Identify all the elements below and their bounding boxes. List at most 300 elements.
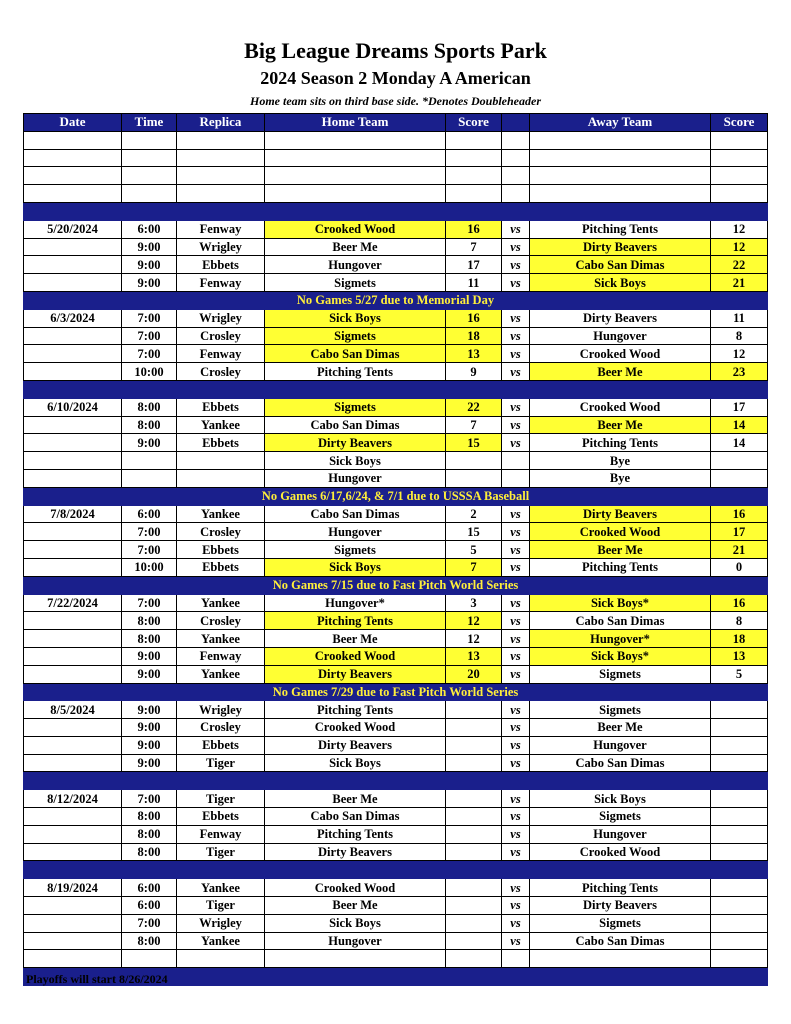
game-row (24, 701, 768, 719)
blank-row (24, 167, 768, 185)
home-team-cell: Dirty Beavers (265, 736, 446, 754)
away-team-cell: Crooked Wood (530, 843, 711, 861)
time-cell: 8:00 (122, 630, 177, 648)
away-team-cell: Cabo San Dimas (530, 932, 711, 950)
vs-cell: vs (502, 541, 530, 559)
home-team-cell: Beer Me (265, 238, 446, 256)
time-cell: 7:00 (122, 345, 177, 363)
game-row (24, 363, 768, 381)
away-score-cell (711, 754, 768, 772)
vs-cell: vs (502, 363, 530, 381)
away-score-cell: 14 (711, 434, 768, 452)
game-row (24, 754, 768, 772)
game-row (24, 630, 768, 648)
away-team-cell: Beer Me (530, 363, 711, 381)
away-score-cell (711, 808, 768, 826)
game-row (24, 719, 768, 737)
notice-text: No Games 6/17,6/24, & 7/1 due to USSSA Baseball (24, 487, 768, 505)
game-row (24, 220, 768, 238)
vs-cell: vs (502, 523, 530, 541)
away-score-cell: 13 (711, 647, 768, 665)
vs-cell: vs (502, 327, 530, 345)
time-cell: 9:00 (122, 256, 177, 274)
home-score-cell: 2 (446, 505, 502, 523)
away-team-cell: Dirty Beavers (530, 505, 711, 523)
blank-cell (177, 185, 265, 203)
page-title: Big League Dreams Sports Park (244, 38, 547, 63)
home-team-cell: Hungover (265, 256, 446, 274)
table-header-row (24, 114, 768, 132)
vs-cell (502, 469, 530, 487)
vs-cell: vs (502, 701, 530, 719)
blank-cell (122, 149, 177, 167)
away-team-cell: Pitching Tents (530, 220, 711, 238)
away-score-cell: 16 (711, 594, 768, 612)
spacer-row (24, 380, 768, 398)
away-team-cell: Bye (530, 452, 711, 470)
game-row (24, 897, 768, 915)
replica-cell: Crosley (177, 327, 265, 345)
home-team-cell: Beer Me (265, 897, 446, 915)
home-score-cell: 11 (446, 274, 502, 292)
blank-cell (446, 950, 502, 968)
date-cell (24, 541, 122, 559)
blank-row (24, 149, 768, 167)
vs-cell: vs (502, 220, 530, 238)
replica-cell: Fenway (177, 647, 265, 665)
away-score-cell: 11 (711, 309, 768, 327)
game-row (24, 416, 768, 434)
away-team-cell: Beer Me (530, 719, 711, 737)
game-row (24, 594, 768, 612)
away-team-cell: Hungover* (530, 630, 711, 648)
home-team-cell: Sigmets (265, 398, 446, 416)
home-score-cell (446, 825, 502, 843)
replica-cell: Wrigley (177, 238, 265, 256)
away-team-cell: Hungover (530, 736, 711, 754)
home-team-cell: Crooked Wood (265, 879, 446, 897)
home-score-cell (446, 719, 502, 737)
blank-cell (265, 167, 446, 185)
time-cell: 9:00 (122, 434, 177, 452)
blank-cell (446, 131, 502, 149)
vs-cell: vs (502, 558, 530, 576)
date-cell: 6/3/2024 (24, 309, 122, 327)
home-score-cell (446, 879, 502, 897)
blank-cell (122, 167, 177, 185)
home-team-cell: Sick Boys (265, 914, 446, 932)
home-score-cell: 13 (446, 345, 502, 363)
replica-cell: Fenway (177, 220, 265, 238)
date-cell: 7/22/2024 (24, 594, 122, 612)
home-team-cell: Crooked Wood (265, 647, 446, 665)
home-team-cell: Dirty Beavers (265, 434, 446, 452)
blank-cell (177, 167, 265, 185)
time-cell: 8:00 (122, 416, 177, 434)
blank-cell (122, 950, 177, 968)
date-cell (24, 238, 122, 256)
away-score-cell (711, 701, 768, 719)
blank-cell (530, 149, 711, 167)
vs-cell: vs (502, 309, 530, 327)
schedule-body (24, 131, 768, 985)
home-score-cell: 15 (446, 523, 502, 541)
time-cell: 6:00 (122, 879, 177, 897)
away-team-cell: Sick Boys (530, 274, 711, 292)
replica-cell: Yankee (177, 505, 265, 523)
time-cell: 8:00 (122, 612, 177, 630)
away-team-cell: Dirty Beavers (530, 238, 711, 256)
vs-cell: vs (502, 256, 530, 274)
home-score-cell: 17 (446, 256, 502, 274)
blank-row (24, 131, 768, 149)
col-time-header: Time (122, 114, 177, 132)
vs-cell: vs (502, 416, 530, 434)
home-team-cell: Pitching Tents (265, 612, 446, 630)
away-team-cell: Cabo San Dimas (530, 754, 711, 772)
time-cell: 7:00 (122, 309, 177, 327)
home-score-cell: 7 (446, 238, 502, 256)
away-score-cell: 17 (711, 398, 768, 416)
col-home-team-header: Home Team (265, 114, 446, 132)
blank-cell (24, 149, 122, 167)
time-cell (122, 452, 177, 470)
away-score-cell: 12 (711, 220, 768, 238)
game-row (24, 808, 768, 826)
spacer-cell (24, 861, 768, 879)
blank-cell (530, 185, 711, 203)
vs-cell: vs (502, 736, 530, 754)
home-team-cell: Beer Me (265, 790, 446, 808)
game-row (24, 523, 768, 541)
game-row (24, 932, 768, 950)
time-cell: 9:00 (122, 665, 177, 683)
away-team-cell: Beer Me (530, 541, 711, 559)
time-cell: 9:00 (122, 736, 177, 754)
home-team-cell: Pitching Tents (265, 363, 446, 381)
date-cell (24, 843, 122, 861)
date-cell (24, 665, 122, 683)
away-score-cell (711, 879, 768, 897)
vs-cell (502, 452, 530, 470)
spacer-row (24, 202, 768, 220)
blank-cell (502, 167, 530, 185)
away-team-cell: Sick Boys (530, 790, 711, 808)
replica-cell: Wrigley (177, 914, 265, 932)
home-score-cell: 12 (446, 630, 502, 648)
blank-cell (530, 950, 711, 968)
vs-cell: vs (502, 665, 530, 683)
vs-cell: vs (502, 345, 530, 363)
date-cell (24, 274, 122, 292)
replica-cell: Ebbets (177, 434, 265, 452)
date-cell (24, 825, 122, 843)
away-score-cell (711, 469, 768, 487)
replica-cell: Yankee (177, 665, 265, 683)
home-team-cell: Hungover (265, 469, 446, 487)
home-score-cell: 9 (446, 363, 502, 381)
away-score-cell (711, 719, 768, 737)
home-team-cell: Sick Boys (265, 452, 446, 470)
blank-cell (24, 950, 122, 968)
game-row (24, 398, 768, 416)
home-score-cell (446, 914, 502, 932)
home-team-cell: Crooked Wood (265, 719, 446, 737)
away-team-cell: Hungover (530, 327, 711, 345)
col-vs-header (502, 114, 530, 132)
game-row (24, 736, 768, 754)
spacer-row (24, 772, 768, 790)
date-cell (24, 897, 122, 915)
home-team-cell: Beer Me (265, 630, 446, 648)
game-row (24, 238, 768, 256)
home-score-cell: 18 (446, 327, 502, 345)
date-cell (24, 736, 122, 754)
replica-cell: Tiger (177, 843, 265, 861)
home-team-cell: Cabo San Dimas (265, 808, 446, 826)
away-team-cell: Sick Boys* (530, 647, 711, 665)
replica-cell: Tiger (177, 754, 265, 772)
time-cell: 9:00 (122, 754, 177, 772)
away-team-cell: Cabo San Dimas (530, 256, 711, 274)
time-cell: 6:00 (122, 897, 177, 915)
vs-cell: vs (502, 932, 530, 950)
date-cell (24, 558, 122, 576)
away-score-cell: 0 (711, 558, 768, 576)
home-score-cell (446, 843, 502, 861)
date-cell (24, 808, 122, 826)
blank-cell (502, 950, 530, 968)
home-score-cell (446, 808, 502, 826)
time-cell: 9:00 (122, 719, 177, 737)
vs-cell: vs (502, 879, 530, 897)
date-cell: 7/8/2024 (24, 505, 122, 523)
game-row (24, 914, 768, 932)
away-score-cell: 16 (711, 505, 768, 523)
game-row (24, 469, 768, 487)
date-cell (24, 719, 122, 737)
home-score-cell (446, 897, 502, 915)
time-cell: 9:00 (122, 647, 177, 665)
date-cell (24, 327, 122, 345)
replica-cell: Crosley (177, 523, 265, 541)
away-score-cell: 21 (711, 541, 768, 559)
away-team-cell: Pitching Tents (530, 434, 711, 452)
replica-cell: Crosley (177, 719, 265, 737)
vs-cell: vs (502, 630, 530, 648)
blank-row (24, 950, 768, 968)
spacer-cell (24, 772, 768, 790)
away-score-cell (711, 897, 768, 915)
home-team-cell: Cabo San Dimas (265, 416, 446, 434)
away-score-cell: 23 (711, 363, 768, 381)
home-team-cell: Hungover (265, 932, 446, 950)
away-team-cell: Cabo San Dimas (530, 612, 711, 630)
notice-row (24, 576, 768, 594)
home-team-cell: Sigmets (265, 541, 446, 559)
blank-cell (265, 950, 446, 968)
home-score-cell (446, 754, 502, 772)
replica-cell: Wrigley (177, 701, 265, 719)
game-row (24, 434, 768, 452)
blank-cell (530, 131, 711, 149)
playoffs-note: Playoffs will start 8/26/2024 (26, 972, 168, 986)
replica-cell (177, 452, 265, 470)
time-cell: 7:00 (122, 914, 177, 932)
vs-cell: vs (502, 808, 530, 826)
away-score-cell (711, 825, 768, 843)
home-score-cell: 15 (446, 434, 502, 452)
replica-cell: Ebbets (177, 541, 265, 559)
vs-cell: vs (502, 843, 530, 861)
home-team-cell: Cabo San Dimas (265, 505, 446, 523)
home-team-cell: Cabo San Dimas (265, 345, 446, 363)
game-row (24, 879, 768, 897)
replica-cell: Ebbets (177, 736, 265, 754)
vs-cell: vs (502, 647, 530, 665)
blank-cell (24, 167, 122, 185)
away-team-cell: Pitching Tents (530, 558, 711, 576)
date-cell (24, 612, 122, 630)
notice-row (24, 487, 768, 505)
date-cell: 8/5/2024 (24, 701, 122, 719)
game-row (24, 327, 768, 345)
date-cell: 6/10/2024 (24, 398, 122, 416)
vs-cell: vs (502, 719, 530, 737)
away-score-cell (711, 736, 768, 754)
blank-cell (265, 185, 446, 203)
replica-cell: Ebbets (177, 808, 265, 826)
away-team-cell: Sigmets (530, 665, 711, 683)
game-row (24, 558, 768, 576)
away-team-cell: Bye (530, 469, 711, 487)
time-cell: 6:00 (122, 220, 177, 238)
away-score-cell (711, 914, 768, 932)
replica-cell: Ebbets (177, 398, 265, 416)
away-team-cell: Sick Boys* (530, 594, 711, 612)
vs-cell: vs (502, 238, 530, 256)
away-score-cell: 17 (711, 523, 768, 541)
game-row (24, 843, 768, 861)
away-score-cell (711, 790, 768, 808)
page-note: Home team sits on third base side. *Denotes Doubleheader (250, 94, 541, 108)
home-team-cell: Pitching Tents (265, 701, 446, 719)
time-cell: 8:00 (122, 932, 177, 950)
blank-cell (446, 149, 502, 167)
date-cell (24, 256, 122, 274)
home-score-cell: 13 (446, 647, 502, 665)
notice-text: No Games 7/15 due to Fast Pitch World Series (24, 576, 768, 594)
date-cell (24, 434, 122, 452)
vs-cell: vs (502, 754, 530, 772)
away-score-cell: 8 (711, 327, 768, 345)
home-score-cell: 16 (446, 309, 502, 327)
blank-cell (265, 131, 446, 149)
game-row (24, 505, 768, 523)
away-score-cell: 14 (711, 416, 768, 434)
away-team-cell: Dirty Beavers (530, 309, 711, 327)
blank-cell (122, 185, 177, 203)
home-team-cell: Dirty Beavers (265, 665, 446, 683)
schedule-table (23, 113, 768, 986)
vs-cell: vs (502, 434, 530, 452)
home-score-cell: 5 (446, 541, 502, 559)
col-away-score-header: Score (711, 114, 768, 132)
time-cell: 8:00 (122, 843, 177, 861)
away-score-cell: 12 (711, 345, 768, 363)
home-team-cell: Sigmets (265, 327, 446, 345)
vs-cell: vs (502, 790, 530, 808)
vs-cell: vs (502, 612, 530, 630)
away-team-cell: Hungover (530, 825, 711, 843)
game-row (24, 274, 768, 292)
blank-cell (24, 185, 122, 203)
vs-cell: vs (502, 914, 530, 932)
blank-cell (502, 131, 530, 149)
blank-cell (122, 131, 177, 149)
away-score-cell: 21 (711, 274, 768, 292)
time-cell: 7:00 (122, 523, 177, 541)
replica-cell: Tiger (177, 790, 265, 808)
home-team-cell: Pitching Tents (265, 825, 446, 843)
replica-cell: Yankee (177, 879, 265, 897)
replica-cell: Yankee (177, 630, 265, 648)
date-cell (24, 469, 122, 487)
home-team-cell: Sick Boys (265, 558, 446, 576)
date-cell (24, 363, 122, 381)
away-team-cell: Sigmets (530, 701, 711, 719)
game-row (24, 665, 768, 683)
blank-cell (446, 185, 502, 203)
spacer-row (24, 861, 768, 879)
away-score-cell: 18 (711, 630, 768, 648)
replica-cell: Yankee (177, 594, 265, 612)
notice-row (24, 683, 768, 701)
blank-cell (711, 167, 768, 185)
time-cell: 8:00 (122, 398, 177, 416)
home-score-cell (446, 736, 502, 754)
spacer-cell (24, 202, 768, 220)
game-row (24, 790, 768, 808)
spacer-cell (24, 380, 768, 398)
vs-cell: vs (502, 825, 530, 843)
game-row (24, 647, 768, 665)
away-score-cell: 8 (711, 612, 768, 630)
replica-cell: Tiger (177, 897, 265, 915)
page-subtitle: 2024 Season 2 Monday A American (260, 68, 531, 88)
time-cell: 10:00 (122, 363, 177, 381)
away-score-cell: 22 (711, 256, 768, 274)
time-cell: 8:00 (122, 825, 177, 843)
blank-cell (711, 131, 768, 149)
replica-cell: Ebbets (177, 558, 265, 576)
home-score-cell: 12 (446, 612, 502, 630)
game-row (24, 345, 768, 363)
vs-cell: vs (502, 274, 530, 292)
away-score-cell (711, 843, 768, 861)
replica-cell: Fenway (177, 345, 265, 363)
replica-cell: Crosley (177, 363, 265, 381)
date-cell (24, 647, 122, 665)
away-team-cell: Sigmets (530, 808, 711, 826)
vs-cell: vs (502, 897, 530, 915)
time-cell: 7:00 (122, 327, 177, 345)
away-team-cell: Pitching Tents (530, 879, 711, 897)
away-team-cell: Sigmets (530, 914, 711, 932)
home-score-cell: 7 (446, 416, 502, 434)
home-team-cell: Sick Boys (265, 309, 446, 327)
home-score-cell (446, 932, 502, 950)
